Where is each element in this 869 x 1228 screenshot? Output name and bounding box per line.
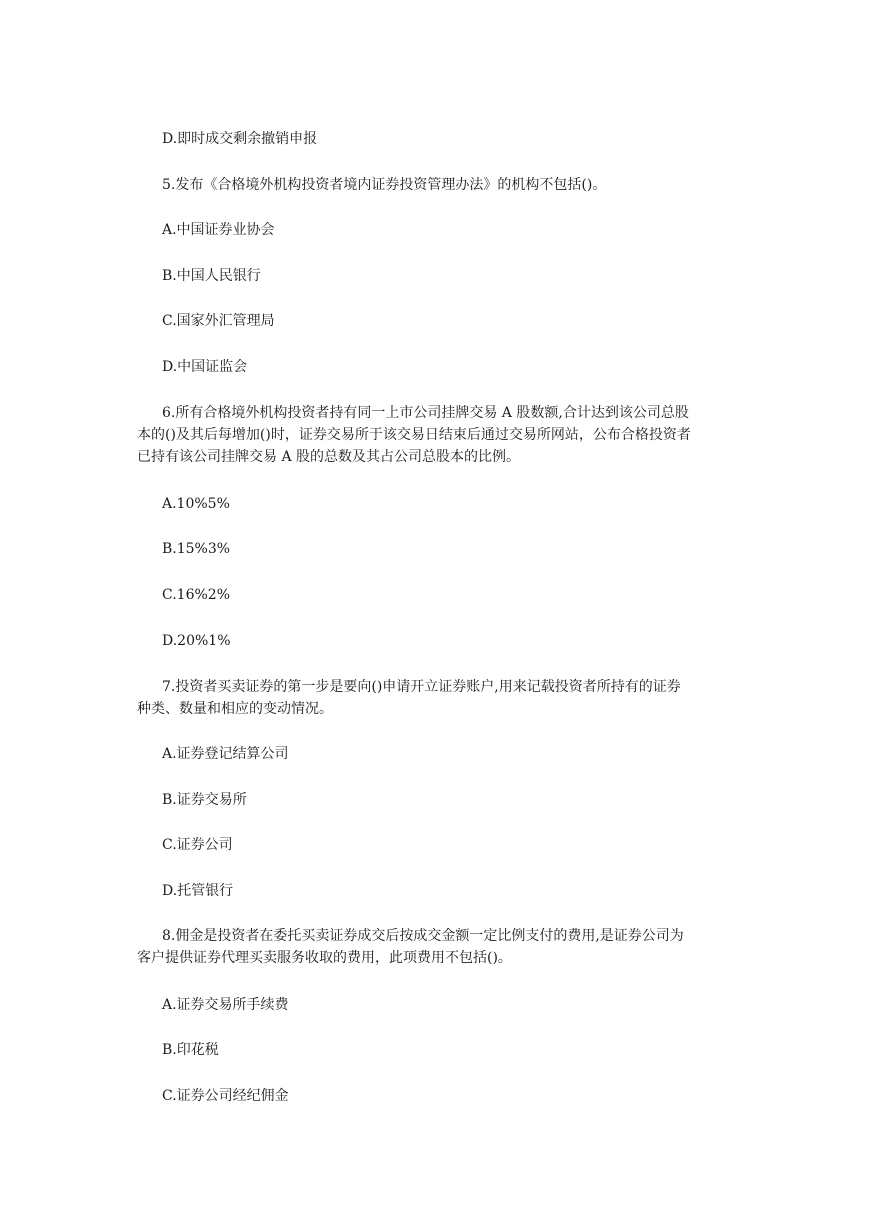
q7-option-d: D.托管银行 [162,883,234,899]
q4-option-d: D.即时成交剩余撤销申报 [162,131,318,147]
q6-question-line3: 已持有该公司挂牌交易 A 股的总数及其占公司总股本的比例。 [137,449,521,465]
q7-option-a: A.证券登记结算公司 [162,746,289,762]
q7-option-c: C.证券公司 [162,837,233,853]
q6-option-b: B.15%3% [162,541,231,557]
q8-question-line2: 客户提供证券代理买卖服务收取的费用，此项费用不包括()。 [137,950,512,966]
q6-question-line2: 本的()及其后每增加()时，证券交易所于该交易日结束后通过交易所网站，公布合格投资者 [137,427,691,443]
q5-option-d: D.中国证监会 [162,359,248,375]
q6-question-line1: 6.所有合格境外机构投资者持有同一上市公司挂牌交易 A 股数额,合计达到该公司总股 [162,405,689,421]
q8-option-b: B.印花税 [162,1042,219,1058]
q8-option-a: A.证券交易所手续费 [162,997,289,1013]
q5-option-a: A.中国证券业协会 [162,222,275,238]
q6-option-d: D.20%1% [162,633,231,649]
q7-question-line1: 7.投资者买卖证券的第一步是要向()申请开立证券账户,用来记载投资者所持有的证券 [162,679,681,695]
q6-option-a: A.10%5% [162,496,230,512]
q5-question: 5.发布《合格境外机构投资者境内证券投资管理办法》的机构不包括()。 [162,177,607,193]
q8-question-line1: 8.佣金是投资者在委托买卖证券成交后按成交金额一定比例支付的费用,是证券公司为 [162,928,684,944]
q6-option-c: C.16%2% [162,587,230,603]
q8-option-c: C.证券公司经纪佣金 [162,1088,289,1104]
q5-option-c: C.国家外汇管理局 [162,313,275,329]
q7-question-line2: 种类、数量和相应的变动情况。 [137,701,333,717]
q5-option-b: B.中国人民银行 [162,268,261,284]
q7-option-b: B.证券交易所 [162,792,247,808]
